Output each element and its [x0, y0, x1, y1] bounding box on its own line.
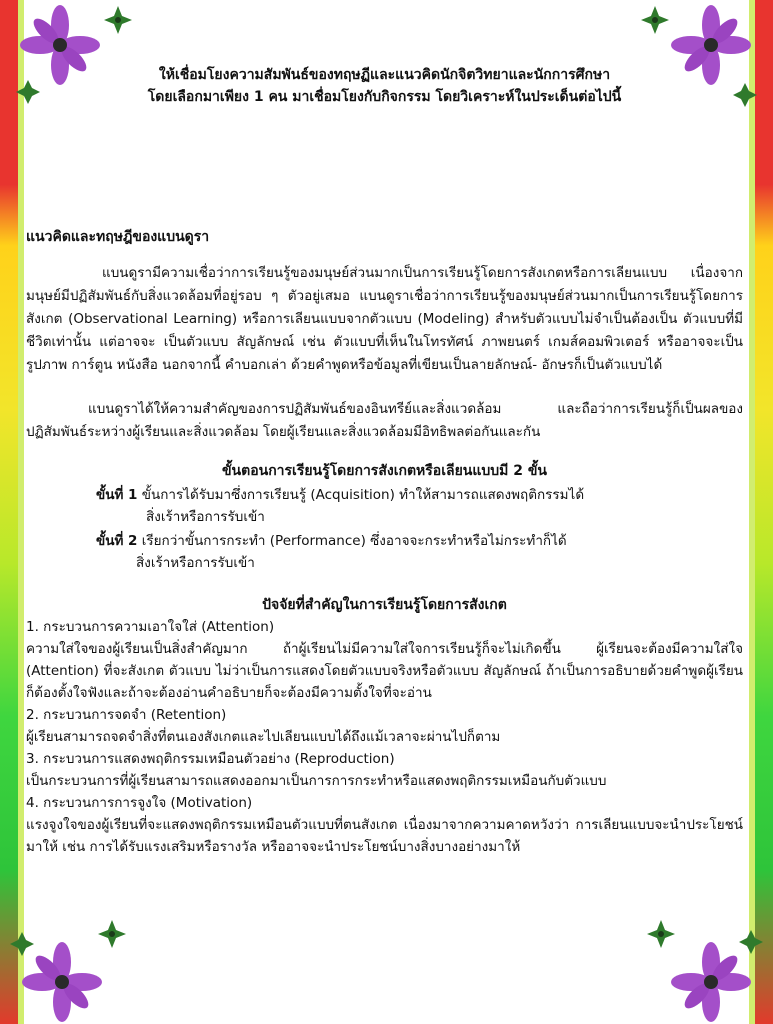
right-decorative-border	[755, 0, 773, 1024]
paragraph-2: แบนดูราได้ให้ความสำคัญของการปฏิสัมพันธ์ของอินทรีย์และสิ่งแวดล้อม และถือว่าการเรียนรู้ก็เป็นผลของปฏิสัมพันธ์ระหว่างผู้เรียนและสิ่งแวดล้อม โดยผู้เรียนและสิ่งแวดล้อมมีอิทธิพลต่อกันและกัน	[26, 401, 743, 440]
factor-4-description: แรงจูงใจของผู้เรียนที่จะแสดงพฤติกรรมเหมือนตัวแบบที่ตนสังเกต เนื่องมาจากความคาดหวังว่า การเลียนแบบจะนำประโยชน์มาให้ เช่น การได้รับแรงเสริมหรือรางวัล หรืออาจจะนำประโยชน์บางสิ่งบางอย่างมาให้	[26, 817, 743, 855]
title-line-2: โดยเลือกมาเพียง 1 คน มาเชื่อมโยงกับกิจกรรม โดยวิเคราะห์ในประเด็นต่อไปนี้	[147, 89, 622, 105]
factor-4-heading: 4. กระบวนการการจูงใจ (Motivation)	[26, 795, 253, 811]
factors-heading: ปัจจัยที่สำคัญในการเรียนรู้โดยการสังเกต	[262, 597, 507, 613]
factor-1-description: ความใส่ใจของผู้เรียนเป็นสิ่งสำคัญมาก ถ้าผู้เรียนไม่มีความใส่ใจการเรียนรู้ก็จะไม่เกิดขึ้น ผู้เรียนจะต้องมีความใส่ใจ (Attention) ที่จะสังเกต ตัวแบบ ไม่ว่าเป็นการแสดงโดยตัวแบบจริงหรือตัวแบบ สัญลักษณ์ ถ้าเป็นการอธิบายด้วยคำพูดผู้เรียนก็ต้องตั้งใจฟังและถ้าจะต้องอ่านคำอธิบายก็จะต้องมีความตั้งใจที่จะอ่าน	[26, 641, 743, 701]
step-1-continuation: สิ่งเร้าหรือการรับเข้า	[146, 509, 265, 525]
factor-2-description: ผู้เรียนสามารถจดจำสิ่งที่ตนเองสังเกตและไปเลียนแบบได้ถึงแม้เวลาจะผ่านไปก็ตาม	[26, 729, 501, 745]
flower-decoration-bottom-left	[0, 904, 140, 1024]
step-1-text: ขั้นการได้รับมาซึ่งการเรียนรู้ (Acquisition) ทำให้สามารถแสดงพฤติกรรมได้	[137, 487, 585, 503]
right-inner-stripe	[749, 0, 755, 1024]
step-1-label: ขั้นที่ 1	[96, 487, 138, 503]
step-2	[96, 530, 567, 574]
section-heading: แนวคิดและทฤษฎีของแบนดูรา	[26, 229, 210, 245]
factors-list	[26, 616, 743, 858]
step-2-continuation: สิ่งเร้าหรือการรับเข้า	[136, 555, 255, 571]
step-1	[96, 484, 584, 528]
factor-1-heading: 1. กระบวนการความเอาใจใส่ (Attention)	[26, 619, 275, 635]
title-line-1: ให้เชื่อมโยงความสัมพันธ์ของทฤษฏีและแนวคิดนักจิตวิทยาและนักการศึกษา	[158, 67, 611, 83]
step-2-label: ขั้นที่ 2	[96, 533, 138, 549]
factor-3-description: เป็นกระบวนการที่ผู้เรียนสามารถแสดงออกมาเป็นการการกระทำหรือแสดงพฤติกรรมเหมือนกับตัวแบบ	[26, 773, 607, 789]
document-title	[26, 64, 743, 108]
steps-heading: ขั้นตอนการเรียนรู้โดยการสังเกตหรือเลียนแบบมี 2 ขั้น	[221, 463, 548, 479]
flower-decoration-bottom-right	[633, 904, 773, 1024]
factor-3-heading: 3. กระบวนการแสดงพฤติกรรมเหมือนตัวอย่าง (Reproduction)	[26, 751, 395, 767]
paragraph-1: แบนดูรามีความเชื่อว่าการเรียนรู้ของมนุษย์ส่วนมากเป็นการเรียนรู้โดยการสังเกตหรือการเลียนแบบ เนื่องจากมนุษย์มีปฏิสัมพันธ์กับสิ่งแวดล้อมที่อยู่รอบ ๆ ตัวอยู่เสมอ แบนดูราเชื่อว่าการเรียนรู้ของมนุษย์ส่วนมากเป็นการเรียนรู้โดยการสังเกต (Observational Learning) หรือการเลียนแบบจากตัวแบบ (Modeling) สำหรับตัวแบบไม่จำเป็นต้องเป็น ตัวแบบที่มีชีวิตเท่านั้น แต่อาจจะ เป็นตัวแบบ สัญลักษณ์ เช่น ตัวแบบที่เห็นในโทรทัศน์ ภาพยนตร์ เกมส์คอมพิวเตอร์ หรืออาจจะเป็น รูปภาพ การ์ตูน หนังสือ นอกจากนี้ คำบอกเล่า ด้วยคำพูดหรือข้อมูลที่เขียนเป็นลายลักษณ์- อักษรก็เป็นตัวแบบได้	[26, 265, 743, 373]
factor-2-heading: 2. กระบวนการจดจำ (Retention)	[26, 707, 227, 723]
left-decorative-border	[0, 0, 18, 1024]
left-inner-stripe	[18, 0, 24, 1024]
step-2-text: เรียกว่าขั้นการกระทำ (Performance) ซึ่งอาจจะกระทำหรือไม่กระทำก็ได้	[137, 533, 567, 549]
